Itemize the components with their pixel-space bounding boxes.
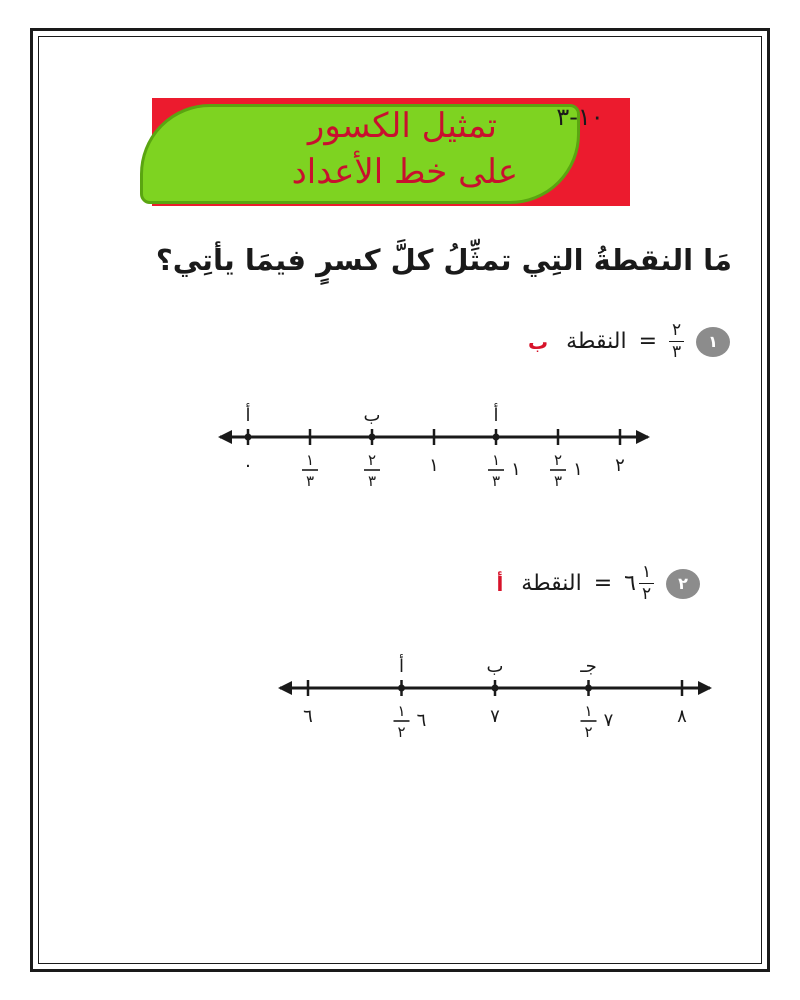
tick-label: ٧ [490,706,500,727]
tick-numerator: ١ [305,451,315,469]
tick-numerator: ١ [397,702,406,720]
tick-denominator: ٣ [367,472,377,490]
tick-label: ٢ [615,455,625,476]
exercise-number-badge: ١ [696,327,730,357]
exercise-1-statement [528,322,730,361]
equals-sign: = [593,571,613,596]
left-arrow-icon [218,430,232,444]
tick-denominator: ٢ [584,723,593,741]
answer-value: ب [528,329,549,354]
tick-denominator: ٢ [397,723,406,741]
point-label: ب [486,656,504,677]
title-line-2: على خط الأعداد [291,152,518,192]
question-heading: مَا النقطةُ التِي تمثِّلُ كلَّ كسرٍ فيمَا يأتِي؟ [155,243,732,277]
equals-sign: = [638,329,657,354]
tick-denominator: ٣ [305,472,315,490]
point-word: النقطة [566,329,627,354]
number-line-2 [270,645,730,755]
point-dot [398,685,405,692]
exercise-number-badge: ٢ [666,569,700,599]
point-dot [492,685,499,692]
point-label: أ [245,405,251,426]
tick-numerator: ٢ [553,451,563,469]
point-dot [369,434,376,441]
fraction-numerator: ٢ [671,320,682,340]
tick-numerator: ٢ [367,451,377,469]
right-arrow-icon [698,681,712,695]
tick-label: ٠ [243,455,253,476]
tick-whole-part: ٧ [603,710,614,731]
point-label: ب [363,405,381,426]
fraction [639,564,654,603]
right-arrow-icon [636,430,650,444]
fraction-denominator: ٢ [641,584,652,604]
lesson-number: ١٠-٣ [556,103,604,131]
point-dot [493,434,500,441]
tick-denominator: ٣ [553,472,563,490]
tick-numerator: ١ [584,702,593,720]
title-line-1: تمثيل الكسور [307,106,497,146]
point-word: النقطة [521,571,582,596]
tick-whole-part: ٦ [416,710,427,731]
point-label: أ [398,656,405,677]
fraction-denominator: ٣ [671,342,682,362]
point-label: جـ [580,656,597,677]
answer-value: أ [496,571,504,596]
tick-whole-part: ١ [573,459,583,480]
tick-label: ٨ [677,706,687,727]
left-arrow-icon [278,681,292,695]
tick-label: ١ [429,455,439,476]
point-dot [585,685,592,692]
tick-numerator: ١ [491,451,501,469]
fraction-numerator: ١ [641,562,652,582]
point-label: أ [493,405,499,426]
fraction [669,322,684,361]
tick-label: ٦ [303,706,313,727]
mixed-number [624,564,654,603]
tick-denominator: ٣ [491,472,501,490]
mixed-whole: ٦ [624,571,636,596]
tick-whole-part: ١ [511,459,521,480]
exercise-2-statement [496,564,700,603]
point-dot [245,434,252,441]
number-line-1 [200,390,670,500]
